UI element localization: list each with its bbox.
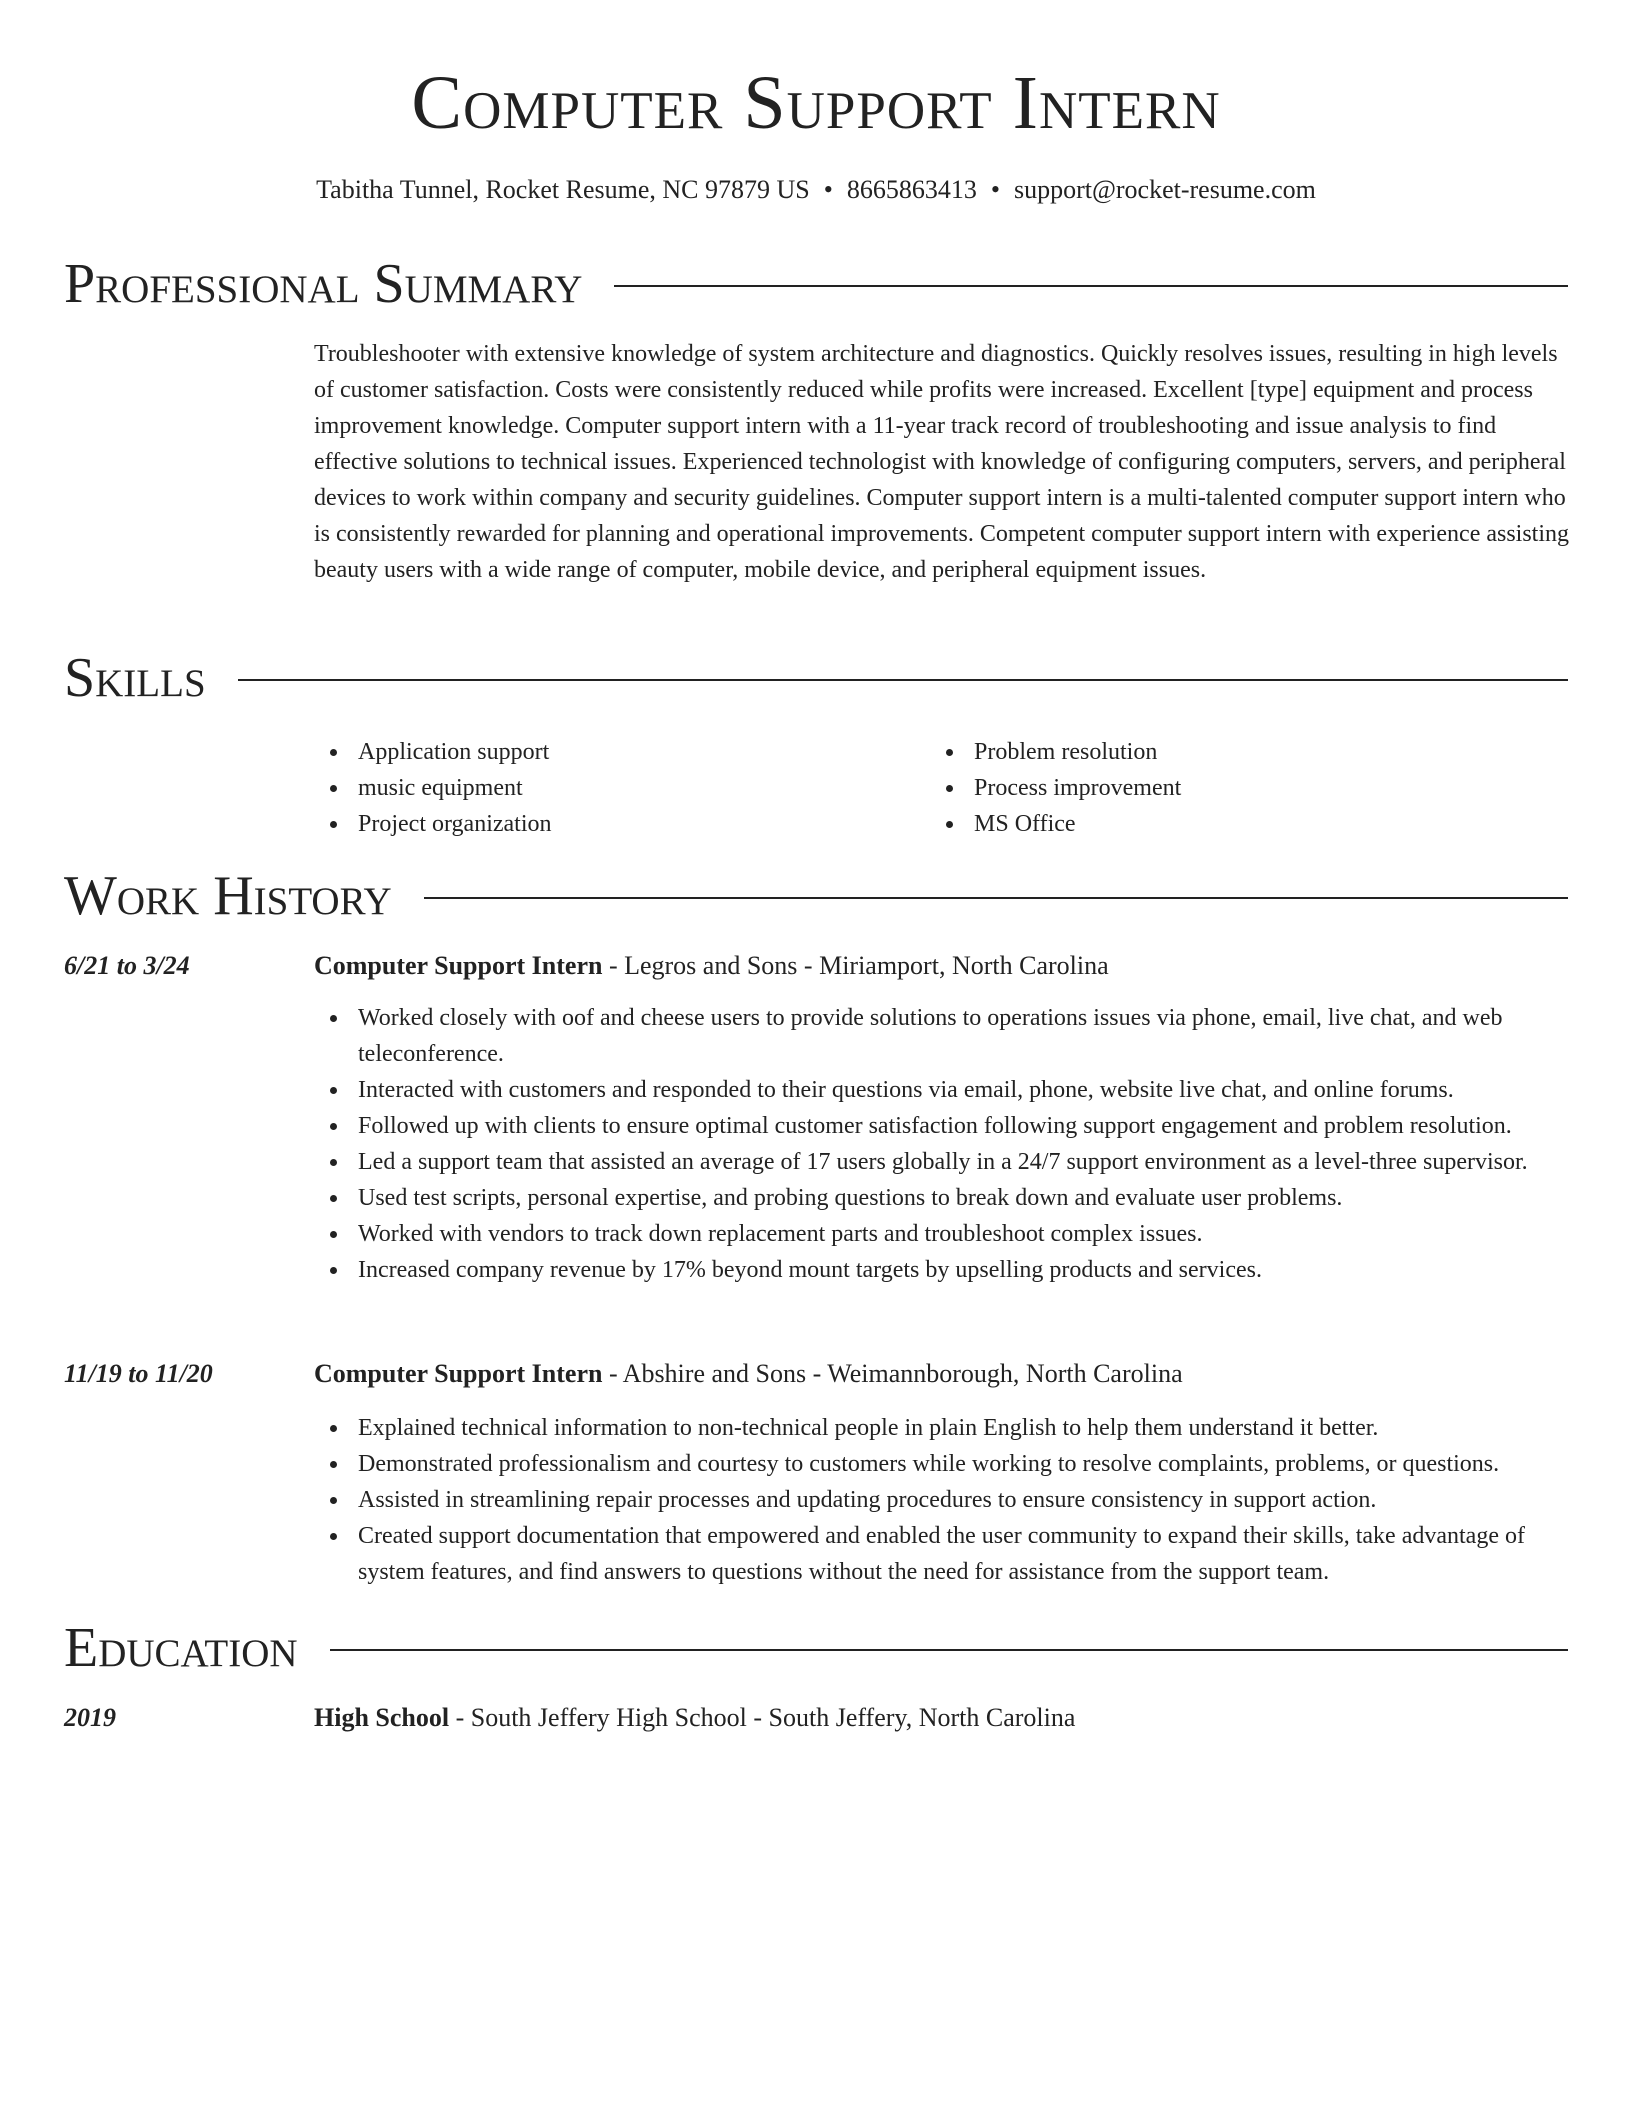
job-bullet-list	[314, 1410, 1570, 1590]
skill-item: music equipment	[314, 770, 914, 806]
skill-item: Problem resolution	[930, 734, 1530, 770]
job-bullet: Assisted in streamlining repair processes and updating procedures to ensure consistency in support action.	[314, 1482, 1570, 1518]
education-section-header	[64, 1616, 1568, 1680]
education-entry	[314, 1700, 1570, 1736]
skill-item: Process improvement	[930, 770, 1530, 806]
job-bullet: Increased company revenue by 17% beyond mount targets by upselling products and services.	[314, 1252, 1570, 1288]
education-degree: High School	[314, 1703, 450, 1732]
work-heading: Work History	[64, 865, 392, 927]
skills-section-header	[64, 646, 1568, 710]
education-year: 2019	[64, 1703, 116, 1732]
job-title: Computer Support Intern	[314, 951, 603, 980]
job-bullet: Worked closely with oof and cheese users to provide solutions to operations issues via phone, email, live chat, and web teleconference.	[314, 1000, 1570, 1072]
job-bullet: Explained technical information to non-technical people in plain English to help them understand it better.	[314, 1410, 1570, 1446]
job-bullet: Created support documentation that empowered and enabled the user community to expand their skills, take advantage of system features, and find answers to questions without the need for assistance from the support team.	[314, 1518, 1570, 1590]
resume-title: Computer Support Intern	[411, 61, 1221, 145]
job-dates: 6/21 to 3/24	[64, 951, 190, 980]
work-section-header	[64, 864, 1568, 928]
skills-list-right	[930, 734, 1530, 842]
job-dates: 11/19 to 11/20	[64, 1359, 213, 1388]
section-divider	[614, 285, 1568, 287]
section-divider	[424, 897, 1568, 899]
contact-line	[0, 172, 1632, 208]
contact-address: Tabitha Tunnel, Rocket Resume, NC 97879 US	[316, 175, 810, 204]
job-bullet: Led a support team that assisted an average of 17 users globally in a 24/7 support environment as a level-three supervisor.	[314, 1144, 1570, 1180]
skills-list-left	[314, 734, 914, 842]
job-title: Computer Support Intern	[314, 1359, 603, 1388]
summary-text: Troubleshooter with extensive knowledge of system architecture and diagnostics. Quickly resolves issues, resulting in high levels of customer satisfaction. Costs were consistently reduced while profits were increased. Excellent [type] equipment and process improvement knowledge. Computer support intern with a 11-year track record of troubleshooting and issue analysis to find effective solutions to technical issues. Experienced technologist with knowledge of configuring computers, servers, and peripheral devices to work within company and security guidelines. Computer support intern is a multi-talented computer support intern who is consistently rewarded for planning and operational improvements. Competent computer support intern with experience assisting beauty users with a wide range of computer, mobile device, and peripheral equipment issues.	[314, 341, 1570, 583]
summary-heading: Professional Summary	[64, 253, 583, 315]
skill-item: MS Office	[930, 806, 1530, 842]
job-header	[314, 948, 1570, 984]
education-heading: Education	[64, 1617, 298, 1679]
contact-separator: •	[990, 175, 1000, 204]
contact-email: support@rocket-resume.com	[1013, 175, 1316, 204]
contact-phone: 8665863413	[846, 175, 977, 204]
skills-heading: Skills	[64, 647, 206, 709]
job-bullet-list	[314, 1000, 1570, 1288]
job-bullet: Demonstrated professionalism and courtesy to customers while working to resolve complaints, problems, or questions.	[314, 1446, 1570, 1482]
skill-item: Project organization	[314, 806, 914, 842]
section-divider	[330, 1649, 1568, 1651]
job-bullet: Worked with vendors to track down replacement parts and troubleshoot complex issues.	[314, 1216, 1570, 1252]
job-bullet: Followed up with clients to ensure optimal customer satisfaction following support engagement and problem resolution.	[314, 1108, 1570, 1144]
job-bullet: Interacted with customers and responded to their questions via email, phone, website live chat, and online forums.	[314, 1072, 1570, 1108]
contact-separator: •	[823, 175, 833, 204]
job-details: - Legros and Sons - Miriamport, North Carolina	[602, 951, 1109, 980]
skill-item: Application support	[314, 734, 914, 770]
education-details: - South Jeffery High School - South Jeffery, North Carolina	[449, 1703, 1076, 1732]
section-divider	[238, 679, 1568, 681]
job-details: - Abshire and Sons - Weimannborough, North Carolina	[602, 1359, 1183, 1388]
summary-section-header	[64, 252, 1568, 316]
job-header	[314, 1356, 1570, 1392]
job-bullet: Used test scripts, personal expertise, and probing questions to break down and evaluate user problems.	[314, 1180, 1570, 1216]
